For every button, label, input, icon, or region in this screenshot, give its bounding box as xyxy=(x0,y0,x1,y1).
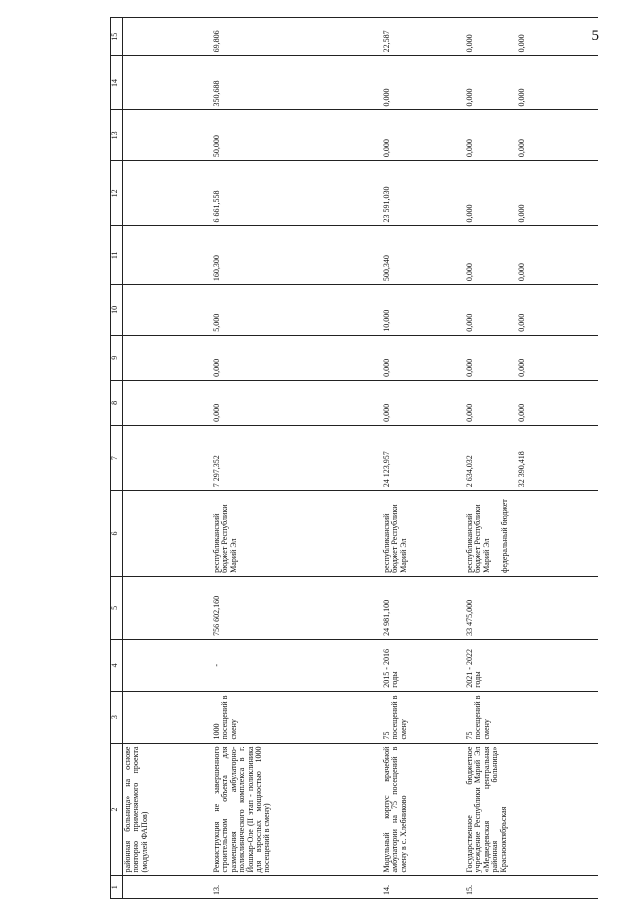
row-number: 14. xyxy=(377,876,460,899)
value-10 xyxy=(123,285,208,336)
value-10-federal: 0,000 xyxy=(517,313,527,332)
col-header: 9 xyxy=(111,335,123,380)
col-header: 3 xyxy=(111,691,123,743)
value-9 xyxy=(123,335,208,380)
table-row xyxy=(123,18,208,899)
col-header: 5 xyxy=(111,576,123,639)
col-header: 4 xyxy=(111,639,123,691)
value-11: 160,300 xyxy=(207,226,377,285)
col-header: 2 xyxy=(111,743,123,876)
value-15 xyxy=(123,18,208,56)
source: республиканский бюджет Республики Марий Эл xyxy=(207,491,377,577)
col-header: 1 xyxy=(111,876,123,899)
value-7: 7 297,352 xyxy=(207,425,377,490)
capacity: 75 посещений в смену xyxy=(460,691,598,743)
col-header: 7 xyxy=(111,425,123,490)
col-header: 15 xyxy=(111,18,123,56)
object-name: Государственное бюджетное учреждение Республики Марий Эл «Медведевская центральная районная больница» Краснооктябрьская xyxy=(460,743,598,876)
period: - xyxy=(207,639,377,691)
object-name: Модульный корпус врачебной амбулатории на 75 посещений в смену в с. Хлебниково xyxy=(377,743,460,876)
value-14: 0,000 xyxy=(465,88,474,107)
value-14: 0,000 xyxy=(377,56,460,110)
capacity: 1000 посещений в смену xyxy=(207,691,377,743)
value-12-federal: 0,000 xyxy=(517,204,527,223)
value-10: 10,000 xyxy=(377,285,460,336)
col-header: 13 xyxy=(111,110,123,161)
value-8-cell xyxy=(460,380,598,425)
value-7: 2 634,032 xyxy=(465,455,474,488)
value-14-cell xyxy=(460,56,598,110)
investment-table xyxy=(110,17,598,899)
value-7-cell xyxy=(460,425,598,490)
value-15: 69,806 xyxy=(207,18,377,56)
value-11-cell xyxy=(460,226,598,285)
value-12 xyxy=(123,161,208,226)
value-7 xyxy=(123,425,208,490)
period: 2021 - 2022 годы xyxy=(460,639,598,691)
col-header: 14 xyxy=(111,56,123,110)
source: республиканский бюджет Республики Марий Эл xyxy=(465,504,491,573)
table-row xyxy=(207,18,377,899)
value-13: 50,000 xyxy=(207,110,377,161)
value-9: 0,000 xyxy=(465,358,474,377)
col-header: 10 xyxy=(111,285,123,336)
value-12: 23 591,030 xyxy=(377,161,460,226)
value-13: 0,000 xyxy=(465,139,474,158)
value-14 xyxy=(123,56,208,110)
object-name: районная больница» на основе повторно применяемого проекта (модулей ФАПов) xyxy=(123,743,208,876)
value-8: 0,000 xyxy=(377,380,460,425)
value-14-federal: 0,000 xyxy=(517,88,527,107)
value-9: 0,000 xyxy=(207,335,377,380)
value-11 xyxy=(123,226,208,285)
capacity xyxy=(123,691,208,743)
cost: 756 602,160 xyxy=(207,576,377,639)
value-15-federal: 0,000 xyxy=(517,34,527,53)
period: 2015 - 2016 годы xyxy=(377,639,460,691)
source-federal: федеральный бюджет xyxy=(500,499,510,573)
page-number: 5 xyxy=(591,28,599,44)
col-header: 8 xyxy=(111,380,123,425)
period xyxy=(123,639,208,691)
value-12: 6 661,558 xyxy=(207,161,377,226)
col-header: 12 xyxy=(111,161,123,226)
value-9: 0,000 xyxy=(377,335,460,380)
value-15-cell xyxy=(460,18,598,56)
value-13-federal: 0,000 xyxy=(517,139,527,158)
header-row xyxy=(111,18,123,899)
value-9-federal: 0,000 xyxy=(517,358,527,377)
value-12: 0,000 xyxy=(465,204,474,223)
cost: 24 981,100 xyxy=(377,576,460,639)
value-8: 0,000 xyxy=(207,380,377,425)
col-header: 6 xyxy=(111,491,123,577)
value-7: 24 123,957 xyxy=(377,425,460,490)
value-15: 0,000 xyxy=(465,34,474,53)
value-14: 350,688 xyxy=(207,56,377,110)
value-8 xyxy=(123,380,208,425)
row-number xyxy=(123,876,208,899)
value-13-cell xyxy=(460,110,598,161)
capacity: 75 посещений в смену xyxy=(377,691,460,743)
rotated-table-sheet xyxy=(110,17,629,899)
object-name: Реконструкция не завершенного строительством объекта для размещения амбулаторно-поликлинического комплекса в г. Йошкар-Оле (II этап - поликлиника для взрослых мощностью 1000 посещений в смену) xyxy=(207,743,377,876)
value-11: 500,340 xyxy=(377,226,460,285)
value-10: 5,000 xyxy=(207,285,377,336)
source xyxy=(123,491,208,577)
table-row xyxy=(460,18,598,899)
value-8: 0,000 xyxy=(465,403,474,422)
value-11: 0,000 xyxy=(465,263,474,282)
value-10-cell xyxy=(460,285,598,336)
table-row xyxy=(377,18,460,899)
value-10: 0,000 xyxy=(465,313,474,332)
cost xyxy=(123,576,208,639)
value-8-federal: 0,000 xyxy=(517,403,527,422)
value-13: 0,000 xyxy=(377,110,460,161)
value-9-cell xyxy=(460,335,598,380)
source: республиканский бюджет Республики Марий Эл xyxy=(377,491,460,577)
row-number: 15. xyxy=(460,876,598,899)
value-13 xyxy=(123,110,208,161)
source-cell xyxy=(460,491,598,577)
cost: 33 475,000 xyxy=(460,576,598,639)
value-11-federal: 0,000 xyxy=(517,263,527,282)
value-7-federal: 32 390,418 xyxy=(517,451,527,488)
value-12-cell xyxy=(460,161,598,226)
row-number: 13. xyxy=(207,876,377,899)
col-header: 11 xyxy=(111,226,123,285)
value-15: 22,587 xyxy=(377,18,460,56)
